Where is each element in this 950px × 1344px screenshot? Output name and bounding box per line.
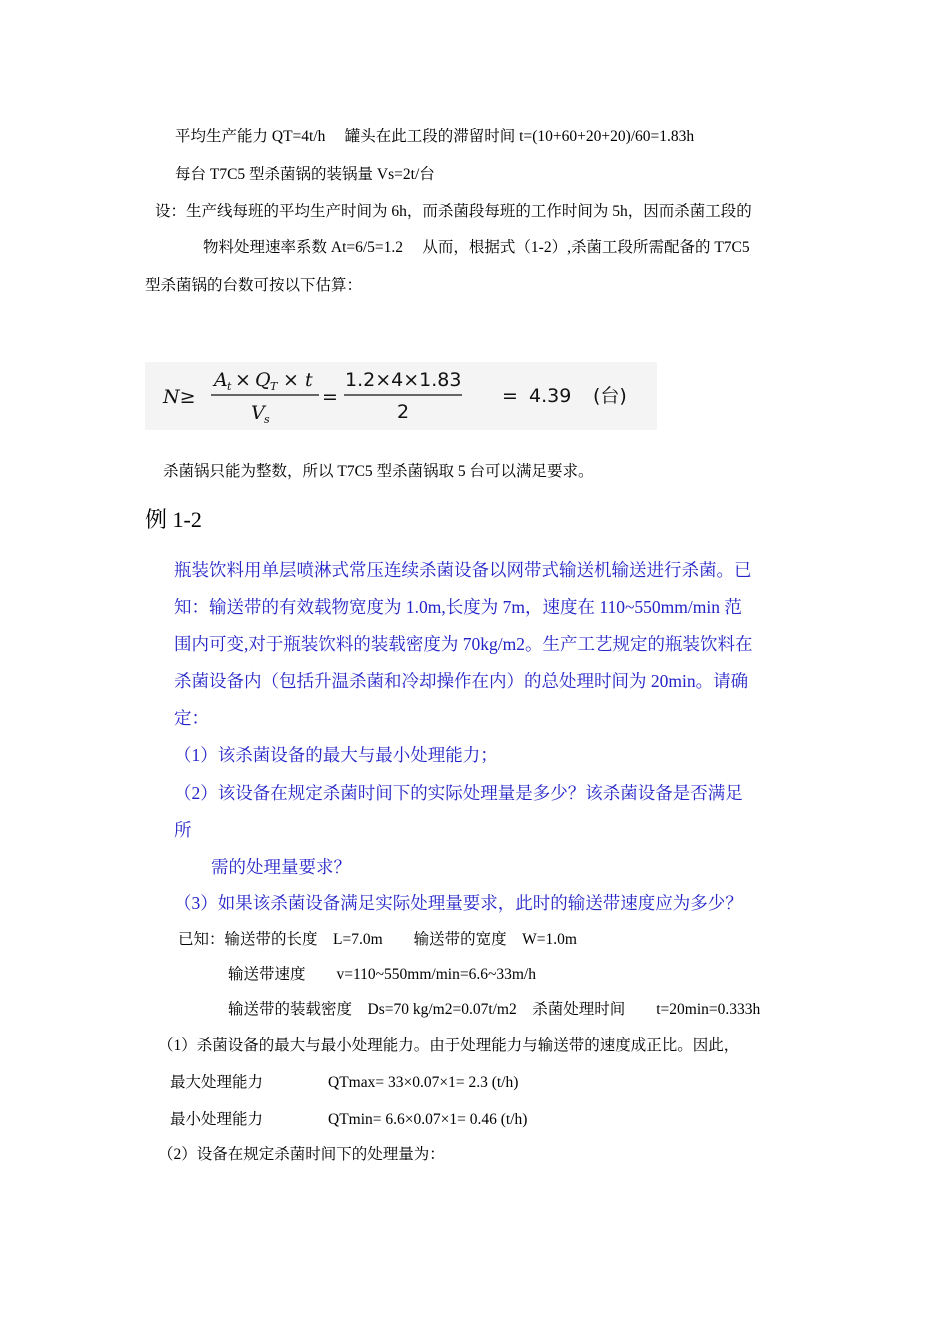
formula-numerator: 1.2×4×1.83 bbox=[345, 369, 462, 391]
text-line: 杀菌锅只能为整数，所以 T7C5 型杀菌锅取 5 台可以满足要求。 bbox=[163, 463, 594, 480]
text-line: 物料处理速率系数 At=6/5=1.2 从而，根据式（1-2）,杀菌工段所需配备的 T7C5 bbox=[203, 239, 750, 256]
text-line: 平均生产能力 QT=4t/h 罐头在此工段的滞留时间 t=(10+60+20+20)/60=1.83h bbox=[175, 128, 695, 145]
formula-v-sub: s bbox=[264, 413, 270, 426]
solution-line: （1）杀菌设备的最大与最小处理能力。由于处理能力与输送带的速度成正比。因此， bbox=[158, 1037, 740, 1054]
question-2: （2）该设备在规定杀菌时间下的实际处理量是多少？该杀菌设备是否满足 bbox=[174, 783, 743, 803]
formula-result: 4.39 bbox=[529, 385, 572, 407]
solution-line: 已知：输送带的长度 L=7.0m 输送带的宽度 W=1.0m bbox=[178, 931, 577, 948]
formula-times: × bbox=[283, 369, 299, 391]
text-line: 每台 T7C5 型杀菌锅的装锅量 Vs=2t/台 bbox=[175, 166, 435, 183]
formula-t: t bbox=[305, 369, 313, 391]
max-capacity-value: QTmax= 33×0.07×1= 2.3 (t/h) bbox=[328, 1074, 519, 1091]
problem-line: 杀菌设备内（包括升温杀菌和冷却操作在内）的总处理时间为 20min。请确 bbox=[174, 671, 749, 691]
formula-denominator: 2 bbox=[397, 401, 410, 423]
formula-a: A bbox=[214, 369, 228, 391]
solution-line: 输送带速度 v=110~550mm/min=6.6~33m/h bbox=[228, 966, 536, 983]
question-1: （1）该杀菌设备的最大与最小处理能力； bbox=[174, 745, 498, 765]
formula-times: × bbox=[235, 369, 251, 391]
formula-image bbox=[145, 362, 657, 430]
problem-line: 定： bbox=[174, 708, 209, 728]
formula-a-sub: t bbox=[227, 380, 232, 393]
max-capacity-label: 最大处理能力 bbox=[170, 1074, 264, 1091]
min-capacity-label: 最小处理能力 bbox=[170, 1111, 264, 1128]
formula-equals: = bbox=[502, 385, 518, 407]
problem-line: 知：输送带的有效载物宽度为 1.0m,长度为 7m，速度在 110~550mm/min 范 bbox=[174, 597, 742, 617]
text-line: 设：生产线每班的平均生产时间为 6h，而杀菌段每班的工作时间为 5h，因而杀菌工段的 bbox=[155, 203, 752, 220]
formula-q-sub: T bbox=[270, 380, 278, 393]
question-2-cont: 所 bbox=[174, 820, 192, 840]
formula-n: N≥ bbox=[163, 386, 196, 408]
formula-unit: (台) bbox=[593, 385, 627, 407]
question-3: （3）如果该杀菌设备满足实际处理量要求，此时的输送带速度应为多少？ bbox=[174, 893, 743, 913]
solution-line: 输送带的装载密度 Ds=70 kg/m2=0.07t/m2 杀菌处理时间 t=20min=0.333h bbox=[228, 1001, 761, 1018]
min-capacity-value: QTmin= 6.6×0.07×1= 0.46 (t/h) bbox=[328, 1111, 528, 1128]
solution-line: （2）设备在规定杀菌时间下的处理量为： bbox=[158, 1146, 445, 1163]
problem-line: 围内可变,对于瓶装饮料的装载密度为 70kg/m2。生产工艺规定的瓶装饮料在 bbox=[174, 634, 753, 654]
section-heading: 例 1-2 bbox=[145, 507, 202, 532]
formula-v: V bbox=[251, 402, 265, 424]
formula-q: Q bbox=[255, 369, 271, 391]
problem-line: 瓶装饮料用单层喷淋式常压连续杀菌设备以网带式输送机输送进行杀菌。已 bbox=[174, 560, 752, 580]
formula-equals: = bbox=[322, 386, 338, 408]
text-line: 型杀菌锅的台数可按以下估算： bbox=[145, 277, 363, 294]
question-2-cont: 需的处理量要求？ bbox=[211, 857, 351, 877]
